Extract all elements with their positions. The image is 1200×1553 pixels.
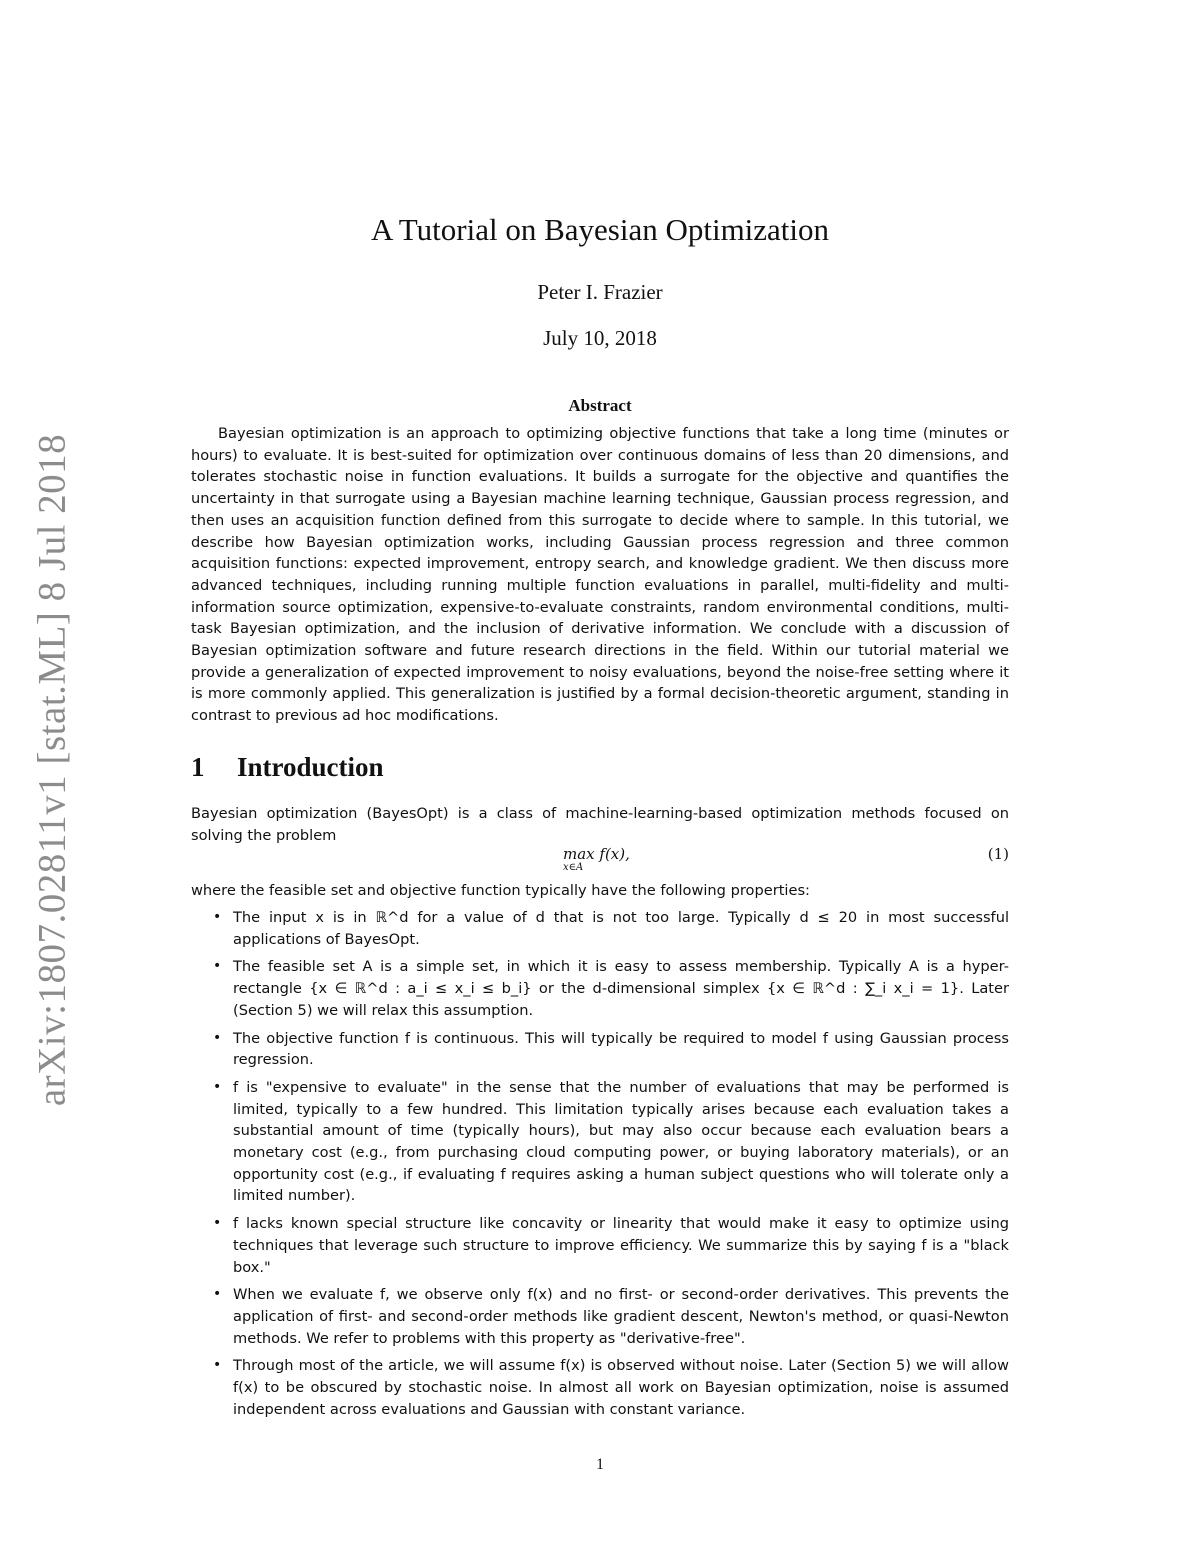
list-item-text: f is "expensive to evaluate" in the sense that the number of evaluations that may be performed is limited, typically to a few hundred. This limitation typically arises because each evaluation takes a substantial amount of time (typically hours), but may also occur because each evaluation bears a monetary cost (e.g., from purchasing cloud computing power, or buying laboratory materials), or an opportunity cost (e.g., if evaluating f requires asking a human subject questions who will tolerate only a limited number).: [233, 1078, 1009, 1205]
list-item: [191, 1028, 1009, 1071]
page-number: 1: [596, 1456, 604, 1473]
list-item: [191, 956, 1009, 1021]
equation-block: [191, 845, 1009, 879]
list-item: [191, 907, 1009, 950]
section-title: Introduction: [237, 752, 384, 782]
intro-paragraph: Bayesian optimization (BayesOpt) is a class of machine-learning-based optimization methods focused on solving the problem: [191, 805, 1009, 844]
list-item-text: f lacks known special structure like concavity or linearity that would make it easy to optimize using techniques that leverage such structure to improve efficiency. We summarize this by saying f is a "black box.": [233, 1215, 1009, 1276]
bullet-icon: •: [213, 909, 222, 925]
list-item-text: The input x is in ℝ^d for a value of d that is not too large. Typically d ≤ 20 in most successful applications of BayesOpt.: [233, 909, 1009, 948]
section-heading: [191, 752, 384, 783]
section-number: 1: [191, 752, 205, 782]
arxiv-identifier-stamp: arXiv:1807.02811v1 [stat.ML] 8 Jul 2018: [30, 433, 74, 1107]
bullet-icon: •: [213, 1215, 222, 1232]
bullet-icon: •: [213, 1029, 222, 1046]
equation-number: (1): [987, 845, 1009, 863]
list-item: [191, 1077, 1009, 1207]
bullet-icon: •: [213, 1357, 222, 1374]
abstract-heading: Abstract: [568, 396, 632, 415]
list-item: [191, 1213, 1009, 1278]
paper-author: Peter I. Frazier: [537, 280, 663, 304]
abstract-text: Bayesian optimization is an approach to optimizing objective functions that take a long time (minutes or hours) to evaluate. It is best-suited for optimization over continuous domains of less than 20 dimensions, and tolerates stochastic noise in function evaluations. It builds a surrogate for the objective and quantifies the uncertainty in that surrogate using a Bayesian machine learning technique, Gaussian process regression, and then uses an acquisition function defined from this surrogate to decide where to sample. In this tutorial, we describe how Bayesian optimization works, including Gaussian process regression and three common acquisition functions: expected improvement, entropy search, and knowledge gradient. We then discuss more advanced techniques, including running multiple function evaluations in parallel, multi-fidelity and multi-information source optimization, expensive-to-evaluate constraints, random environmental conditions, multi-task Bayesian optimization, and the inclusion of derivative information. We conclude with a discussion of Bayesian optimization software and future research directions in the field. Within our tutorial material we provide a generalization of expected improvement to noisy evaluations, beyond the noise-free setting where it is more commonly applied. This generalization is justified by a formal decision-theoretic argument, standing in contrast to previous ad hoc modifications.: [191, 425, 1009, 725]
list-item-text: The objective function f is continuous. This will typically be required to model f using Gaussian process regression.: [233, 1029, 1009, 1069]
bullet-icon: •: [213, 1286, 222, 1303]
paper-title: A Tutorial on Bayesian Optimization: [370, 212, 830, 247]
equation-expression: max f(x),: [563, 845, 630, 863]
property-list: [191, 907, 1009, 1426]
paper-date: July 10, 2018: [543, 326, 657, 350]
list-item: [191, 1284, 1009, 1349]
equation-subscript: x∈A: [563, 862, 584, 873]
list-item-text: When we evaluate f, we observe only f(x) and no first- or second-order derivatives. This prevents the application of first- and second-order methods like gradient descent, Newton's method, or quasi-Newton methods. We refer to problems with this property as "derivative-free".: [233, 1286, 1009, 1347]
list-item-text: The feasible set A is a simple set, in which it is easy to assess membership. Typically A is a hyper-rectangle {x ∈ ℝ^d : a_i ≤ x_i ≤ b_i} or the d-dimensional simplex {x ∈ ℝ^d : ∑_i x_i = 1}. Later (Section 5) we will relax this assumption.: [233, 958, 1009, 1019]
properties-intro: where the feasible set and objective function typically have the following properties:: [191, 882, 810, 899]
bullet-icon: •: [213, 958, 222, 975]
bullet-icon: •: [213, 1078, 222, 1095]
list-item-text: Through most of the article, we will assume f(x) is observed without noise. Later (Section 5) we will allow f(x) to be obscured by stochastic noise. In almost all work on Bayesian optimization, noise is assumed independent across evaluations and Gaussian with constant variance.: [233, 1357, 1009, 1418]
list-item: [191, 1355, 1009, 1420]
